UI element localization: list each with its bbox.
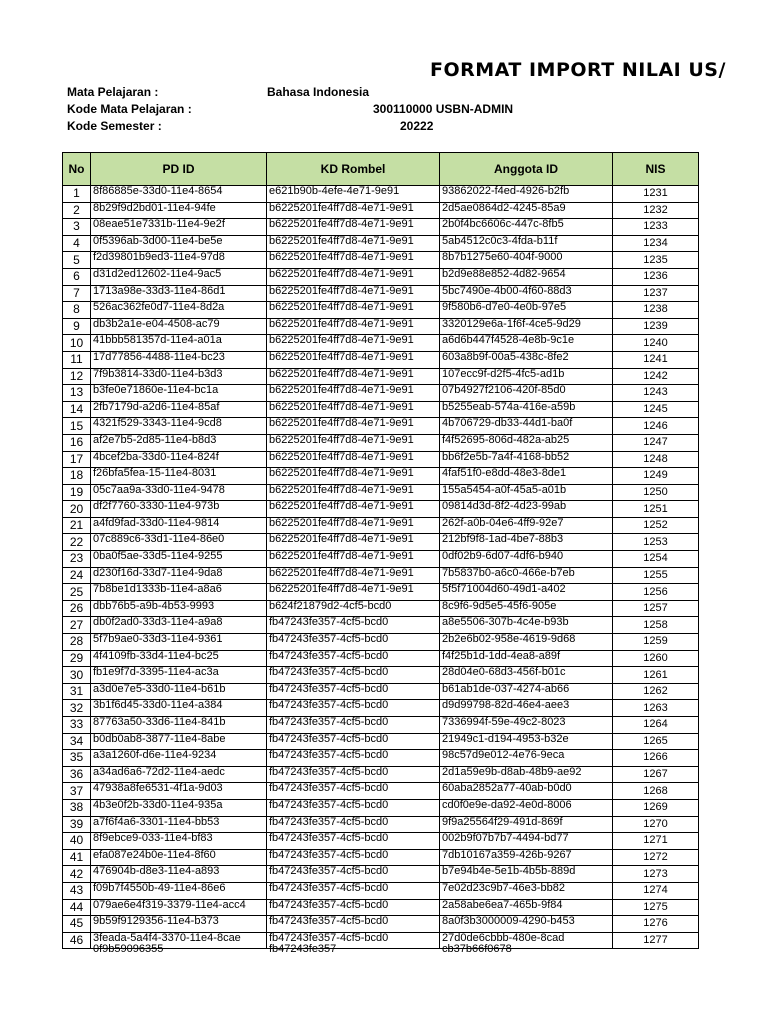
nis-cell[interactable]: 1271 — [613, 833, 699, 850]
row-number-cell[interactable]: 46 — [63, 932, 91, 949]
table-row — [63, 600, 699, 617]
row-number-cell[interactable]: 20 — [63, 501, 91, 518]
anggota-id-cell[interactable]: 8a0f3b3000009-4290-b453 — [440, 916, 613, 933]
row-number-cell[interactable]: 31 — [63, 683, 91, 700]
table-row — [63, 534, 699, 551]
kd-rombel-cell[interactable]: b6225201fe4ff7d8-4e71-9e91 — [267, 268, 440, 285]
kd-rombel-cell[interactable]: fb47243fe357-4cf5-bcd0 — [267, 667, 440, 684]
table-row — [63, 849, 699, 866]
anggota-id-cell[interactable]: a6d6b447f4528-4e8b-9c1e — [440, 335, 613, 352]
row-number-cell[interactable]: 10 — [63, 335, 91, 352]
pd-id-cell[interactable]: 8f86885e-33d0-11e4-8654 — [91, 186, 267, 203]
pd-id-cell[interactable]: a3d0e7e5-33d0-11e4-b61b — [91, 683, 267, 700]
nis-cell[interactable]: 1239 — [613, 318, 699, 335]
nis-cell[interactable]: 1251 — [613, 501, 699, 518]
col-header-kd-rombel: KD Rombel — [267, 153, 440, 186]
pd-id-cell[interactable]: 4bcef2ba-33d0-11e4-824f — [91, 451, 267, 468]
anggota-id-cell[interactable]: 9f580b6-d7e0-4e0b-97e5 — [440, 302, 613, 319]
kd-rombel-cell[interactable]: fb47243fe357-4cf5-bcd0 — [267, 683, 440, 700]
table-row — [63, 683, 699, 700]
kd-rombel-cell[interactable]: b6225201fe4ff7d8-4e71-9e91 — [267, 501, 440, 518]
semester-value: 20222 — [400, 119, 434, 133]
row-number-cell[interactable]: 19 — [63, 484, 91, 501]
nis-cell[interactable]: 1260 — [613, 650, 699, 667]
anggota-id-cell[interactable]: 7b5837b0-a6c0-466e-b7eb — [440, 567, 613, 584]
row-number-cell[interactable]: 29 — [63, 650, 91, 667]
table-row — [63, 501, 699, 518]
pd-id-cell[interactable]: 3feada-5a4f4-3370-11e4-8cae 0f9b59096355 — [91, 932, 267, 949]
nis-cell[interactable]: 1233 — [613, 219, 699, 236]
pd-id-cell[interactable]: 0ba0f5ae-33d5-11e4-9255 — [91, 551, 267, 568]
anggota-id-cell[interactable]: cd0f0e9e-da92-4e0d-8006 — [440, 799, 613, 816]
row-number-cell[interactable]: 41 — [63, 849, 91, 866]
anggota-id-cell[interactable]: 5bc7490e-4b00-4f60-88d3 — [440, 285, 613, 302]
table-header-row — [63, 153, 699, 186]
nis-cell[interactable]: 1238 — [613, 302, 699, 319]
pd-id-cell[interactable]: 2fb7179d-a2d6-11e4-85af — [91, 401, 267, 418]
nis-cell[interactable]: 1272 — [613, 849, 699, 866]
table-row — [63, 733, 699, 750]
col-header-no: No — [63, 153, 91, 186]
pd-id-cell[interactable]: b0db0ab8-3877-11e4-8abe — [91, 733, 267, 750]
kd-rombel-cell[interactable]: fb47243fe357-4cf5-bcd0 — [267, 882, 440, 899]
table-row — [63, 916, 699, 933]
table-row — [63, 468, 699, 485]
table-row — [63, 932, 699, 949]
row-number-cell[interactable]: 4 — [63, 235, 91, 252]
table-row — [63, 584, 699, 601]
row-number-cell[interactable]: 18 — [63, 468, 91, 485]
anggota-id-cell[interactable]: 002b9f07b7b7-4494-bd77 — [440, 833, 613, 850]
nis-cell[interactable]: 1247 — [613, 434, 699, 451]
row-number-cell[interactable]: 2 — [63, 202, 91, 219]
kd-rombel-cell[interactable]: fb47243fe357-4cf5-bcd0 — [267, 849, 440, 866]
nis-cell[interactable]: 1266 — [613, 750, 699, 767]
table-row — [63, 285, 699, 302]
pd-id-cell[interactable]: af2e7b5-2d85-11e4-b8d3 — [91, 434, 267, 451]
nis-cell[interactable]: 1250 — [613, 484, 699, 501]
row-number-cell[interactable]: 17 — [63, 451, 91, 468]
pd-id-cell[interactable]: db0f2ad0-33d3-11e4-a9a8 — [91, 617, 267, 634]
anggota-id-cell[interactable]: 212bf9f8-1ad-4be7-88b3 — [440, 534, 613, 551]
anggota-id-cell[interactable]: 98c57d9e012-4e76-9eca — [440, 750, 613, 767]
nis-cell[interactable]: 1231 — [613, 186, 699, 203]
table-row — [63, 202, 699, 219]
pd-id-cell[interactable]: 41bbb581357d-11e4-a01a — [91, 335, 267, 352]
document-title: FORMAT IMPORT NILAI US/ — [430, 59, 726, 81]
nis-cell[interactable]: 1235 — [613, 252, 699, 269]
nis-cell[interactable]: 1262 — [613, 683, 699, 700]
anggota-id-cell[interactable]: 8b7b1275e60-404f-9000 — [440, 252, 613, 269]
pd-id-cell[interactable]: 079ae6e4f319-3379-11e4-acc4 — [91, 899, 267, 916]
kd-rombel-cell[interactable]: b6225201fe4ff7d8-4e71-9e91 — [267, 252, 440, 269]
anggota-id-cell[interactable]: b5255eab-574a-416e-a59b — [440, 401, 613, 418]
table-row — [63, 252, 699, 269]
anggota-id-cell[interactable]: b2d9e88e852-4d82-9654 — [440, 268, 613, 285]
row-number-cell[interactable]: 36 — [63, 766, 91, 783]
row-number-cell[interactable]: 43 — [63, 882, 91, 899]
nis-cell[interactable]: 1259 — [613, 634, 699, 651]
pd-id-cell[interactable]: df2f7760-3330-11e4-973b — [91, 501, 267, 518]
row-number-cell[interactable]: 25 — [63, 584, 91, 601]
col-header-anggota-id: Anggota ID — [440, 153, 613, 186]
kd-rombel-cell[interactable]: b6225201fe4ff7d8-4e71-9e91 — [267, 368, 440, 385]
nis-cell[interactable]: 1265 — [613, 733, 699, 750]
kd-rombel-cell[interactable]: fb47243fe357-4cf5-bcd0 — [267, 916, 440, 933]
row-number-cell[interactable]: 32 — [63, 700, 91, 717]
pd-id-cell[interactable]: 476904b-d8e3-11e4-a893 — [91, 866, 267, 883]
anggota-id-cell[interactable]: 93862022-f4ed-4926-b2fb — [440, 186, 613, 203]
row-number-cell[interactable]: 12 — [63, 368, 91, 385]
pd-id-cell[interactable]: a7f6f4a6-3301-11e4-bb53 — [91, 816, 267, 833]
nis-cell[interactable]: 1258 — [613, 617, 699, 634]
anggota-id-cell[interactable]: 603a8b9f-00a5-438c-8fe2 — [440, 351, 613, 368]
row-number-cell[interactable]: 45 — [63, 916, 91, 933]
pd-id-cell[interactable]: b3fe0e71860e-11e4-bc1a — [91, 385, 267, 402]
pd-id-cell[interactable]: 8b29f9d2bd01-11e4-94fe — [91, 202, 267, 219]
anggota-id-cell[interactable]: 27d0de6cbbb-480e-8cad cb37b66f0678 — [440, 932, 613, 949]
nis-cell[interactable]: 1269 — [613, 799, 699, 816]
kd-rombel-cell[interactable]: b6225201fe4ff7d8-4e71-9e91 — [267, 318, 440, 335]
anggota-id-cell[interactable]: f4f52695-806d-482a-ab25 — [440, 434, 613, 451]
nis-cell[interactable]: 1267 — [613, 766, 699, 783]
table-row — [63, 866, 699, 883]
table-row — [63, 799, 699, 816]
table-row — [63, 634, 699, 651]
anggota-id-cell[interactable]: 2b0f4bc6606c-447c-8fb5 — [440, 219, 613, 236]
anggota-id-cell[interactable]: 7336994f-59e-49c2-8023 — [440, 717, 613, 734]
kd-rombel-cell[interactable]: fb47243fe357-4cf5-bcd0 — [267, 750, 440, 767]
anggota-id-cell[interactable]: 155a5454-a0f-45a5-a01b — [440, 484, 613, 501]
anggota-id-cell[interactable]: 28d04e0-68d3-456f-b01c — [440, 667, 613, 684]
table-row — [63, 700, 699, 717]
pd-id-cell[interactable]: d230f16d-33d7-11e4-9da8 — [91, 567, 267, 584]
table-row — [63, 434, 699, 451]
kd-rombel-cell[interactable]: fb47243fe357-4cf5-bcd0 — [267, 783, 440, 800]
nis-cell[interactable]: 1237 — [613, 285, 699, 302]
anggota-id-cell[interactable]: f4f25b1d-1dd-4ea8-a89f — [440, 650, 613, 667]
pd-id-cell[interactable]: 47938a8fe6531-4f1a-9d03 — [91, 783, 267, 800]
row-number-cell[interactable]: 14 — [63, 401, 91, 418]
table-row — [63, 551, 699, 568]
subject-value: Bahasa Indonesia — [267, 85, 370, 99]
pd-id-cell[interactable]: 4321f529-3343-11e4-9cd8 — [91, 418, 267, 435]
row-number-cell[interactable]: 30 — [63, 667, 91, 684]
nis-cell[interactable]: 1243 — [613, 385, 699, 402]
nis-cell[interactable]: 1276 — [613, 916, 699, 933]
row-number-cell[interactable]: 1 — [63, 186, 91, 203]
pd-id-cell[interactable]: 8f9ebce9-033-11e4-bf83 — [91, 833, 267, 850]
kd-rombel-cell[interactable]: fb47243fe357-4cf5-bcd0 — [267, 833, 440, 850]
table-row — [63, 484, 699, 501]
table-row — [63, 567, 699, 584]
kd-rombel-cell[interactable]: b6225201fe4ff7d8-4e71-9e91 — [267, 401, 440, 418]
kd-rombel-cell[interactable]: b6225201fe4ff7d8-4e71-9e91 — [267, 551, 440, 568]
nis-cell[interactable]: 1254 — [613, 551, 699, 568]
row-number-cell[interactable]: 39 — [63, 816, 91, 833]
kd-rombel-cell[interactable]: b6225201fe4ff7d8-4e71-9e91 — [267, 534, 440, 551]
pd-id-cell[interactable]: 526ac362fe0d7-11e4-8d2a — [91, 302, 267, 319]
kd-rombel-cell[interactable]: b6225201fe4ff7d8-4e71-9e91 — [267, 517, 440, 534]
pd-id-cell[interactable]: 0f5396ab-3d00-11e4-be5e — [91, 235, 267, 252]
nis-cell[interactable]: 1268 — [613, 783, 699, 800]
anggota-id-cell[interactable]: 107ecc9f-d2f5-4fc5-ad1b — [440, 368, 613, 385]
anggota-id-cell[interactable]: 07b4927f2106-420f-85d0 — [440, 385, 613, 402]
pd-id-cell[interactable]: 7f9b3814-33d0-11e4-b3d3 — [91, 368, 267, 385]
anggota-id-cell[interactable]: 262f-a0b-04e6-4ff9-92e7 — [440, 517, 613, 534]
pd-id-cell[interactable]: a34ad6a6-72d2-11e4-aedc — [91, 766, 267, 783]
anggota-id-cell[interactable]: 0df02b9-6d07-4df6-b940 — [440, 551, 613, 568]
pd-id-cell[interactable]: 4b3e0f2b-33d0-11e4-935a — [91, 799, 267, 816]
row-number-cell[interactable]: 11 — [63, 351, 91, 368]
table-row — [63, 219, 699, 236]
nis-cell[interactable]: 1253 — [613, 534, 699, 551]
anggota-id-cell[interactable]: 7e02d23c9b7-46e3-bb82 — [440, 882, 613, 899]
nis-cell[interactable]: 1232 — [613, 202, 699, 219]
nis-cell[interactable]: 1241 — [613, 351, 699, 368]
anggota-id-cell[interactable]: 5f5f71004d60-49d1-a402 — [440, 584, 613, 601]
row-number-cell[interactable]: 44 — [63, 899, 91, 916]
pd-id-cell[interactable]: 08eae51e7331b-11e4-9e2f — [91, 219, 267, 236]
kd-rombel-cell[interactable]: fb47243fe357-4cf5-bcd0 — [267, 866, 440, 883]
nis-cell[interactable]: 1255 — [613, 567, 699, 584]
kd-rombel-cell[interactable]: fb47243fe357-4cf5-bcd0 — [267, 634, 440, 651]
kd-rombel-cell[interactable]: b6225201fe4ff7d8-4e71-9e91 — [267, 202, 440, 219]
row-number-cell[interactable]: 7 — [63, 285, 91, 302]
row-number-cell[interactable]: 26 — [63, 600, 91, 617]
kd-rombel-cell[interactable]: b6225201fe4ff7d8-4e71-9e91 — [267, 235, 440, 252]
row-number-cell[interactable]: 37 — [63, 783, 91, 800]
kd-rombel-cell[interactable]: b6225201fe4ff7d8-4e71-9e91 — [267, 351, 440, 368]
anggota-id-cell[interactable]: 5ab4512c0c3-4fda-b11f — [440, 235, 613, 252]
pd-id-cell[interactable]: d31d2ed12602-11e4-9ac5 — [91, 268, 267, 285]
table-row — [63, 717, 699, 734]
anggota-id-cell[interactable]: 9f9a25564f29-491d-869f — [440, 816, 613, 833]
anggota-id-cell[interactable]: 3320129e6a-1f6f-4ce5-9d29 — [440, 318, 613, 335]
pd-id-cell[interactable]: 05c7aa9a-33d0-11e4-9478 — [91, 484, 267, 501]
row-number-cell[interactable]: 33 — [63, 717, 91, 734]
kd-rombel-cell[interactable]: fb47243fe357-4cf5-bcd0 — [267, 617, 440, 634]
pd-id-cell[interactable]: 7b8be1d1333b-11e4-a8a6 — [91, 584, 267, 601]
row-number-cell[interactable]: 13 — [63, 385, 91, 402]
kd-rombel-cell[interactable]: b6225201fe4ff7d8-4e71-9e91 — [267, 468, 440, 485]
pd-id-cell[interactable]: 1713a98e-33d3-11e4-86d1 — [91, 285, 267, 302]
nis-cell[interactable]: 1257 — [613, 600, 699, 617]
anggota-id-cell[interactable]: d9d99798-82d-46e4-aee3 — [440, 700, 613, 717]
table-row — [63, 335, 699, 352]
pd-id-cell[interactable]: a4fd9fad-33d0-11e4-9814 — [91, 517, 267, 534]
nis-cell[interactable]: 1261 — [613, 667, 699, 684]
table-row — [63, 235, 699, 252]
table-row — [63, 766, 699, 783]
table-row — [63, 418, 699, 435]
kd-rombel-cell[interactable]: b6225201fe4ff7d8-4e71-9e91 — [267, 584, 440, 601]
pd-id-cell[interactable]: 17d77856-4488-11e4-bc23 — [91, 351, 267, 368]
row-number-cell[interactable]: 8 — [63, 302, 91, 319]
nis-cell[interactable]: 1274 — [613, 882, 699, 899]
kd-rombel-cell[interactable]: b6225201fe4ff7d8-4e71-9e91 — [267, 484, 440, 501]
nis-cell[interactable]: 1263 — [613, 700, 699, 717]
kd-rombel-cell[interactable]: fb47243fe357-4cf5-bcd0 — [267, 799, 440, 816]
kd-rombel-cell[interactable]: fb47243fe357-4cf5-bcd0 — [267, 899, 440, 916]
nis-cell[interactable]: 1273 — [613, 866, 699, 883]
row-number-cell[interactable]: 6 — [63, 268, 91, 285]
pd-id-cell[interactable]: 07c889c6-33d1-11e4-86e0 — [91, 534, 267, 551]
pd-id-cell[interactable]: a3a1260f-d6e-11e4-9234 — [91, 750, 267, 767]
col-header-nis: NIS — [613, 153, 699, 186]
anggota-id-cell[interactable]: 2a58abe6ea7-465b-9f84 — [440, 899, 613, 916]
nis-cell[interactable]: 1252 — [613, 517, 699, 534]
anggota-id-cell[interactable]: b7e94b4e-5e1b-4b5b-889d — [440, 866, 613, 883]
kd-rombel-cell[interactable]: b6225201fe4ff7d8-4e71-9e91 — [267, 567, 440, 584]
kd-rombel-cell[interactable]: b624f21879d2-4cf5-bcd0 — [267, 600, 440, 617]
table-row — [63, 667, 699, 684]
nis-cell[interactable]: 1240 — [613, 335, 699, 352]
nis-cell[interactable]: 1275 — [613, 899, 699, 916]
pd-id-cell[interactable]: 87763a50-33d6-11e4-841b — [91, 717, 267, 734]
row-number-cell[interactable]: 21 — [63, 517, 91, 534]
subject-label: Mata Pelajaran : — [67, 85, 159, 99]
anggota-id-cell[interactable]: 8c9f6-9d5e5-45f6-905e — [440, 600, 613, 617]
nis-cell[interactable]: 1256 — [613, 584, 699, 601]
anggota-id-cell[interactable]: 2b2e6b02-958e-4619-9d68 — [440, 634, 613, 651]
kd-rombel-cell[interactable]: b6225201fe4ff7d8-4e71-9e91 — [267, 285, 440, 302]
pd-id-cell[interactable]: 5f7b9ae0-33d3-11e4-9361 — [91, 634, 267, 651]
pd-id-cell[interactable]: 4f4109fb-33d4-11e4-bc25 — [91, 650, 267, 667]
nis-cell[interactable]: 1270 — [613, 816, 699, 833]
kd-rombel-cell[interactable]: fb47243fe357-4cf5-bcd0 — [267, 816, 440, 833]
anggota-id-cell[interactable]: 7db10167a359-426b-9267 — [440, 849, 613, 866]
row-number-cell[interactable]: 42 — [63, 866, 91, 883]
anggota-id-cell[interactable]: a8e5506-307b-4c4e-b93b — [440, 617, 613, 634]
row-number-cell[interactable]: 16 — [63, 434, 91, 451]
row-number-cell[interactable]: 34 — [63, 733, 91, 750]
kd-rombel-cell[interactable]: fb47243fe357-4cf5-bcd0 — [267, 717, 440, 734]
kd-rombel-cell[interactable]: e621b90b-4efe-4e71-9e91 — [267, 186, 440, 203]
nis-cell[interactable]: 1264 — [613, 717, 699, 734]
anggota-id-cell[interactable]: 4faf51f0-e8dd-48e3-8de1 — [440, 468, 613, 485]
row-number-cell[interactable]: 15 — [63, 418, 91, 435]
kd-rombel-cell[interactable]: b6225201fe4ff7d8-4e71-9e91 — [267, 385, 440, 402]
kd-rombel-cell[interactable]: fb47243fe357-4cf5-bcd0 — [267, 733, 440, 750]
pd-id-cell[interactable]: 9b59f9129356-11e4-b373 — [91, 916, 267, 933]
kd-rombel-cell[interactable]: fb47243fe357-4cf5-bcd0 fb47243fe357 — [267, 932, 440, 949]
table-row — [63, 882, 699, 899]
kd-rombel-cell[interactable]: b6225201fe4ff7d8-4e71-9e91 — [267, 418, 440, 435]
kd-rombel-cell[interactable]: b6225201fe4ff7d8-4e71-9e91 — [267, 302, 440, 319]
row-number-cell[interactable]: 27 — [63, 617, 91, 634]
row-number-cell[interactable]: 23 — [63, 551, 91, 568]
kd-rombel-cell[interactable]: fb47243fe357-4cf5-bcd0 — [267, 766, 440, 783]
pd-id-cell[interactable]: f26bfa5fea-15-11e4-8031 — [91, 468, 267, 485]
subject-code-label: Kode Mata Pelajaran : — [67, 102, 192, 116]
table-row — [63, 368, 699, 385]
row-number-cell[interactable]: 9 — [63, 318, 91, 335]
table-row — [63, 650, 699, 667]
pd-id-cell[interactable]: f2d39801b9ed3-11e4-97d8 — [91, 252, 267, 269]
kd-rombel-cell[interactable]: b6225201fe4ff7d8-4e71-9e91 — [267, 219, 440, 236]
row-number-cell[interactable]: 35 — [63, 750, 91, 767]
pd-id-cell[interactable]: efa087e24b0e-11e4-8f60 — [91, 849, 267, 866]
pd-id-cell[interactable]: fb1e9f7d-3395-11e4-ac3a — [91, 667, 267, 684]
kd-rombel-cell[interactable]: b6225201fe4ff7d8-4e71-9e91 — [267, 451, 440, 468]
row-number-cell[interactable]: 22 — [63, 534, 91, 551]
row-number-cell[interactable]: 40 — [63, 833, 91, 850]
kd-rombel-cell[interactable]: b6225201fe4ff7d8-4e71-9e91 — [267, 434, 440, 451]
pd-id-cell[interactable]: 3b1f6d45-33d0-11e4-a384 — [91, 700, 267, 717]
table-row — [63, 186, 699, 203]
nis-cell[interactable]: 1248 — [613, 451, 699, 468]
nis-cell[interactable]: 1245 — [613, 401, 699, 418]
row-number-cell[interactable]: 38 — [63, 799, 91, 816]
table-row — [63, 517, 699, 534]
table-body — [63, 185, 699, 955]
anggota-id-cell[interactable]: 4b706729-db33-44d1-ba0f — [440, 418, 613, 435]
table-row — [63, 617, 699, 634]
pd-id-cell[interactable]: f09b7f4550b-49-11e4-86e6 — [91, 882, 267, 899]
row-number-cell[interactable]: 3 — [63, 219, 91, 236]
col-header-pd-id: PD ID — [91, 153, 267, 186]
nis-cell[interactable]: 1236 — [613, 268, 699, 285]
table-row — [63, 451, 699, 468]
table-row — [63, 401, 699, 418]
anggota-id-cell[interactable]: 09814d3d-8f2-4d23-99ab — [440, 501, 613, 518]
kd-rombel-cell[interactable]: b6225201fe4ff7d8-4e71-9e91 — [267, 335, 440, 352]
nis-cell[interactable]: 1249 — [613, 468, 699, 485]
table-row — [63, 899, 699, 916]
semester-label: Kode Semester : — [67, 119, 162, 133]
table-row — [63, 351, 699, 368]
table-row — [63, 750, 699, 767]
import-table — [62, 152, 699, 955]
table-row — [63, 268, 699, 285]
anggota-id-cell[interactable]: 2d1a59e9b-d8ab-48b9-ae92 — [440, 766, 613, 783]
anggota-id-cell[interactable]: b61ab1de-037-4274-ab66 — [440, 683, 613, 700]
table-row — [63, 783, 699, 800]
pd-id-cell[interactable]: db3b2a1e-e04-4508-ac79 — [91, 318, 267, 335]
pd-id-cell[interactable]: dbb76b5-a9b-4b53-9993 — [91, 600, 267, 617]
table-row — [63, 385, 699, 402]
kd-rombel-cell[interactable]: fb47243fe357-4cf5-bcd0 — [267, 700, 440, 717]
kd-rombel-cell[interactable]: fb47243fe357-4cf5-bcd0 — [267, 650, 440, 667]
anggota-id-cell[interactable]: 21949c1-d194-4953-b32e — [440, 733, 613, 750]
table-row — [63, 302, 699, 319]
anggota-id-cell[interactable]: 60aba2852a77-40ab-b0d0 — [440, 783, 613, 800]
nis-cell[interactable]: 1246 — [613, 418, 699, 435]
nis-cell[interactable]: 1242 — [613, 368, 699, 385]
table-row — [63, 816, 699, 833]
anggota-id-cell[interactable]: bb6f2e5b-7a4f-4168-bb52 — [440, 451, 613, 468]
table-row — [63, 318, 699, 335]
nis-cell[interactable]: 1277 — [613, 932, 699, 949]
subject-code-value: 300110000 USBN-ADMIN — [373, 102, 514, 116]
row-number-cell[interactable]: 24 — [63, 567, 91, 584]
anggota-id-cell[interactable]: 2d5ae0864d2-4245-85a9 — [440, 202, 613, 219]
row-number-cell[interactable]: 28 — [63, 634, 91, 651]
row-number-cell[interactable]: 5 — [63, 252, 91, 269]
table-row — [63, 833, 699, 850]
nis-cell[interactable]: 1234 — [613, 235, 699, 252]
